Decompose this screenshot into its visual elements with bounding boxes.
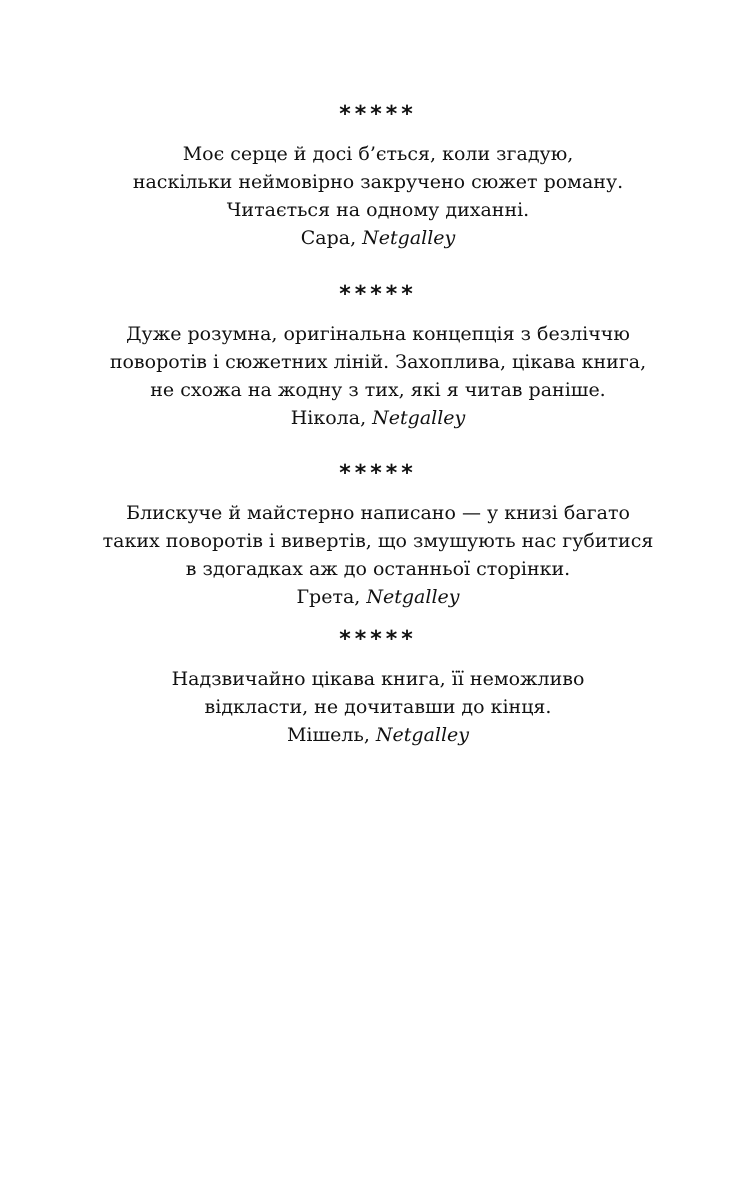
review-block [60, 629, 696, 749]
review-text-line: не схожа на жодну з тих, які я читав раніше. [150, 379, 606, 401]
review-attribution [60, 721, 696, 749]
review-block [60, 463, 696, 611]
star-rating: ***** [339, 102, 417, 127]
attribution-separator: , [354, 586, 367, 608]
review-source: Netgalley [362, 227, 456, 249]
star-rating: ***** [339, 282, 417, 307]
review-text-line: таких поворотів і вивертів, що змушують нас губитися [102, 530, 654, 552]
review-text-line: в здогадках аж до останньої сторінки. [185, 558, 571, 580]
review-text-line: Читається на одному диханні. [226, 199, 530, 221]
reviewer-name: Нікола [290, 407, 361, 429]
review-attribution [60, 404, 696, 432]
review-attribution [60, 583, 696, 611]
review-text-line: Надзвичайно цікава книга, її неможливо [171, 668, 585, 690]
attribution-separator: , [363, 724, 376, 746]
review-block [60, 284, 696, 432]
review-attribution [60, 224, 696, 252]
attribution-separator: , [350, 227, 363, 249]
reviewer-name: Грета [296, 586, 355, 608]
review-source: Netgalley [366, 586, 460, 608]
review-source: Netgalley [372, 407, 466, 429]
star-rating: ***** [339, 627, 417, 652]
review-source: Netgalley [375, 724, 470, 746]
review-block [60, 104, 696, 252]
attribution-separator: , [360, 407, 373, 429]
review-text-line: відкласти, не дочитавши до кінця. [204, 696, 552, 718]
star-rating: ***** [339, 461, 417, 486]
review-text-line: Моє серце й досі б’ється, коли згадую, [182, 143, 574, 165]
reviewer-name: Мішель [286, 724, 364, 746]
review-text-line: Блискуче й майстерно написано — у книзі багато [126, 502, 630, 524]
review-text-line: Дуже розумна, оригінальна концепція з безліччю [126, 323, 630, 345]
review-text-line: наскільки неймовірно закручено сюжет роману. [132, 171, 624, 193]
reviewer-name: Сара [300, 227, 351, 249]
review-text-line: поворотів і сюжетних ліній. Захоплива, цікава книга, [109, 351, 647, 373]
